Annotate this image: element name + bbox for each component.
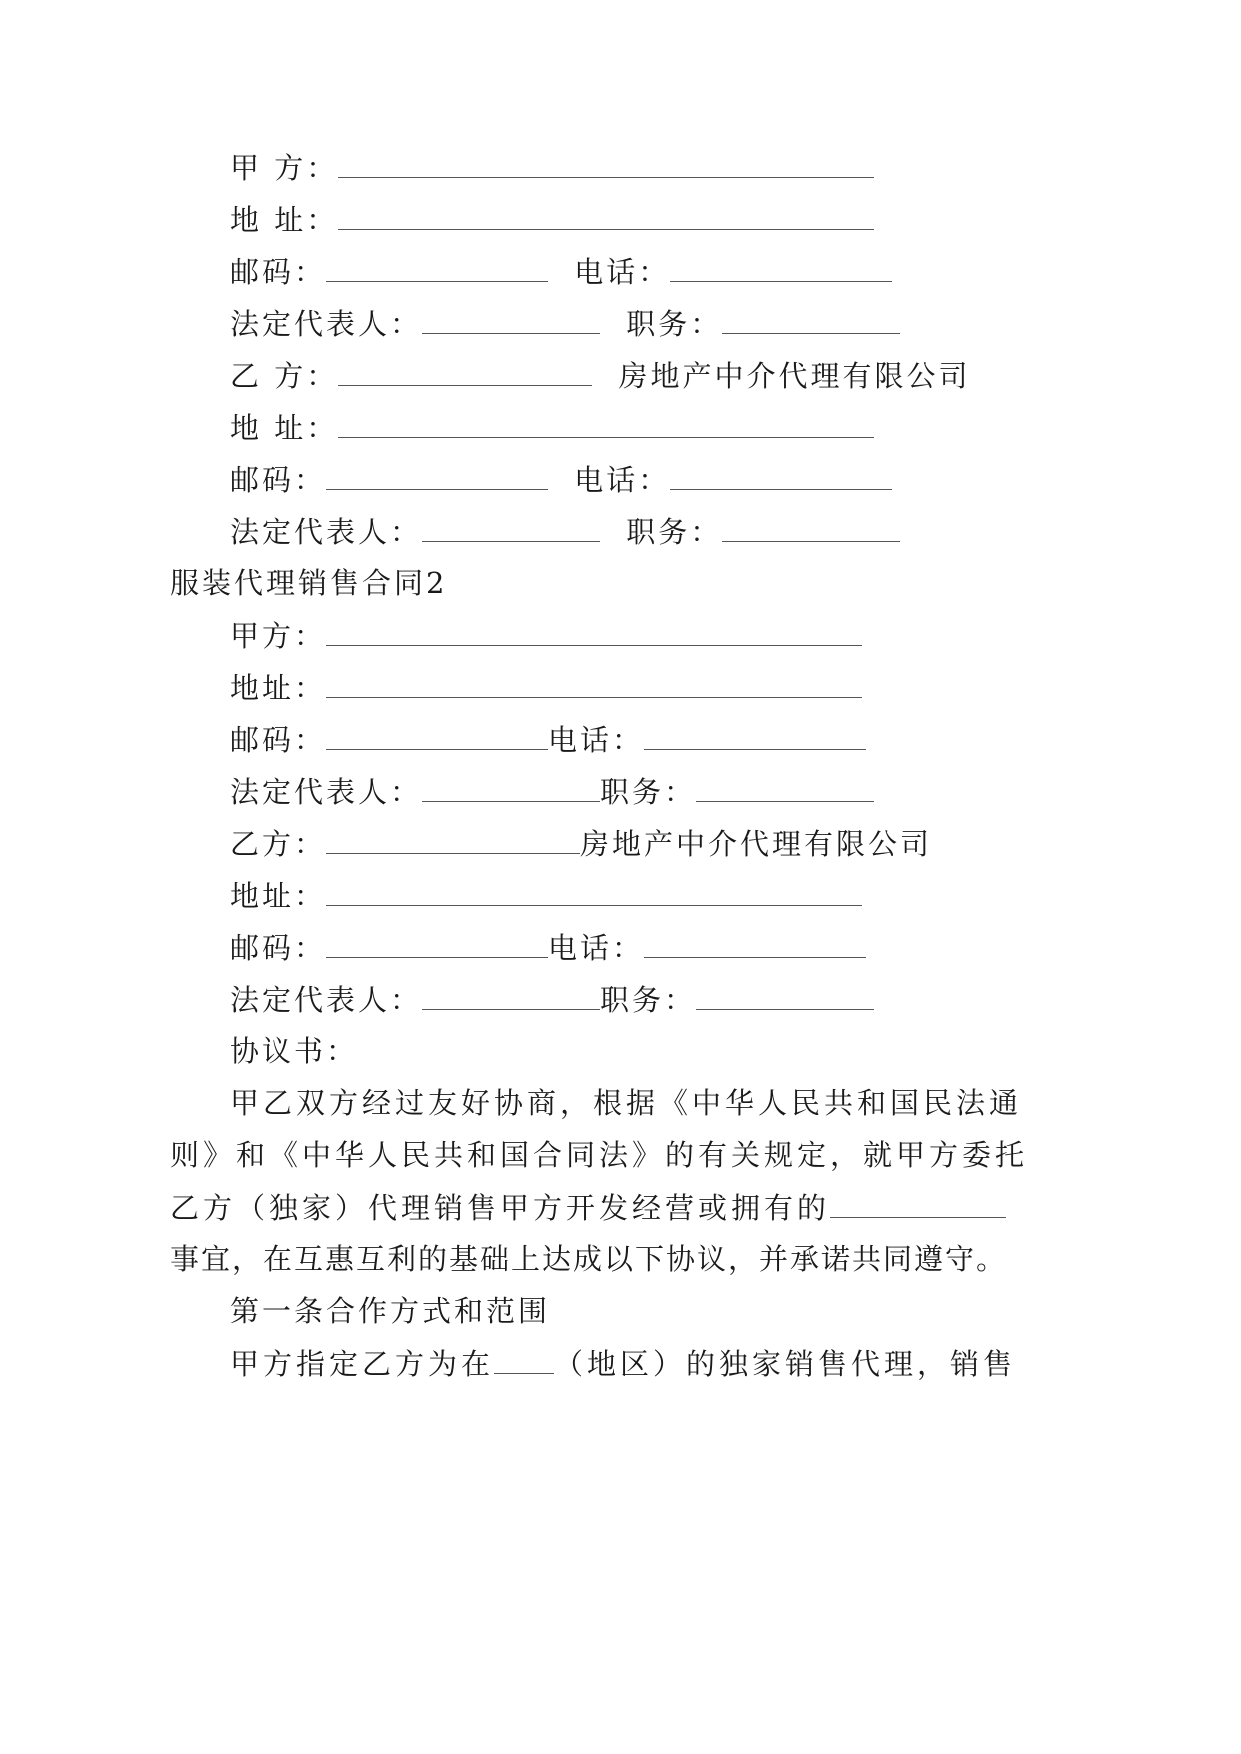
s1-legal-rep-label: 法定代表人： xyxy=(230,307,423,341)
s1-party-b-row xyxy=(230,355,970,396)
s2-legal-rep-label: 法定代表人： xyxy=(230,775,423,809)
s1-phone-label: 电话： xyxy=(574,255,671,289)
s2-body-line4: 事宜，在互惠互利的基础上达成以下协议，并承诺共同遵守。 xyxy=(170,1242,1008,1276)
s2-phone-blank xyxy=(644,719,866,750)
s1-address2-blank xyxy=(338,407,874,438)
s2-phone2-label: 电话： xyxy=(548,931,645,965)
s2-party-a-row xyxy=(230,615,862,656)
s2-postcode2-blank xyxy=(326,927,548,958)
s2-body-blank xyxy=(830,1187,1006,1218)
s2-party-a-label: 甲方： xyxy=(230,619,327,653)
s2-postcode2-label: 邮码： xyxy=(230,931,327,965)
s2-legal-rep-blank xyxy=(422,771,600,802)
s1-legal-rep2-blank xyxy=(422,511,600,542)
s1-party-a-row xyxy=(230,147,874,188)
s1-address2-row xyxy=(230,407,874,448)
s1-address-label: 地 址： xyxy=(230,203,339,237)
s2-legal-rep-row xyxy=(230,771,874,812)
s2-article1-title: 第一条合作方式和范围 xyxy=(230,1294,551,1328)
s1-postcode-row xyxy=(230,251,892,292)
s1-postcode2-row xyxy=(230,459,892,500)
s2-article1-line1-a: 甲方指定乙方为在 xyxy=(230,1347,495,1381)
s1-postcode-blank xyxy=(326,251,548,282)
s1-postcode2-blank xyxy=(326,459,548,490)
s2-position2-label: 职务： xyxy=(600,983,697,1017)
s2-body-line3: 乙方（独家）代理销售甲方开发经营或拥有的 xyxy=(170,1191,831,1225)
s1-address-blank xyxy=(338,199,874,230)
s2-postcode2-row xyxy=(230,927,866,968)
s2-region-blank xyxy=(494,1343,554,1374)
s2-agreement-label: 协议书： xyxy=(230,1034,359,1068)
s1-position2-label: 职务： xyxy=(626,515,723,549)
s2-party-b-suffix: 房地产中介代理有限公司 xyxy=(580,827,933,861)
s2-postcode-blank xyxy=(326,719,548,750)
s1-postcode2-label: 邮码： xyxy=(230,463,327,497)
s2-legal-rep2-label: 法定代表人： xyxy=(230,983,423,1017)
s1-party-a-label: 甲 方： xyxy=(230,151,339,185)
s1-party-b-label: 乙 方： xyxy=(230,359,339,393)
s1-legal-rep-row xyxy=(230,303,900,344)
s2-body-line1: 甲乙双方经过友好协商，根据《中华人民共和国民法通 xyxy=(230,1086,1023,1120)
s1-party-b-blank xyxy=(338,355,592,386)
s2-position-blank xyxy=(696,771,874,802)
s2-party-a-blank xyxy=(326,615,862,646)
s2-address-label: 地址： xyxy=(230,671,327,705)
s1-phone2-blank xyxy=(670,459,892,490)
s1-phone-blank xyxy=(670,251,892,282)
s1-legal-rep2-row xyxy=(230,511,900,552)
s1-postcode-label: 邮码： xyxy=(230,255,327,289)
s1-address-row xyxy=(230,199,874,240)
s2-body-line3-row xyxy=(170,1187,1006,1228)
s1-legal-rep2-label: 法定代表人： xyxy=(230,515,423,549)
s2-position-label: 职务： xyxy=(600,775,697,809)
s2-address-row xyxy=(230,667,862,708)
s2-address-blank xyxy=(326,667,862,698)
s2-address2-label: 地址： xyxy=(230,879,327,913)
s2-article1-line1-b: （地区）的独家销售代理，销售 xyxy=(554,1347,1017,1381)
s1-address2-label: 地 址： xyxy=(230,411,339,445)
s2-party-b-blank xyxy=(326,823,580,854)
s2-address2-blank xyxy=(326,875,862,906)
s1-position2-blank xyxy=(722,511,900,542)
s2-title: 服装代理销售合同2 xyxy=(170,566,448,600)
s2-phone-label: 电话： xyxy=(548,723,645,757)
s1-position-label: 职务： xyxy=(626,307,723,341)
s2-legal-rep2-blank xyxy=(422,979,600,1010)
s2-postcode-row xyxy=(230,719,866,760)
s2-position2-blank xyxy=(696,979,874,1010)
s1-phone2-label: 电话： xyxy=(574,463,671,497)
s2-postcode-label: 邮码： xyxy=(230,723,327,757)
s2-body-line2: 则》和《中华人民共和国合同法》的有关规定，就甲方委托 xyxy=(170,1138,1029,1172)
s1-position-blank xyxy=(722,303,900,334)
s1-party-b-suffix: 房地产中介代理有限公司 xyxy=(618,359,971,393)
s2-party-b-row xyxy=(230,823,932,864)
s2-legal-rep2-row xyxy=(230,979,874,1020)
s1-party-a-blank xyxy=(338,147,874,178)
s2-phone2-blank xyxy=(644,927,866,958)
s2-address2-row xyxy=(230,875,862,916)
s2-article1-line1-row xyxy=(230,1343,1016,1384)
s2-party-b-label: 乙方： xyxy=(230,827,327,861)
s1-legal-rep-blank xyxy=(422,303,600,334)
